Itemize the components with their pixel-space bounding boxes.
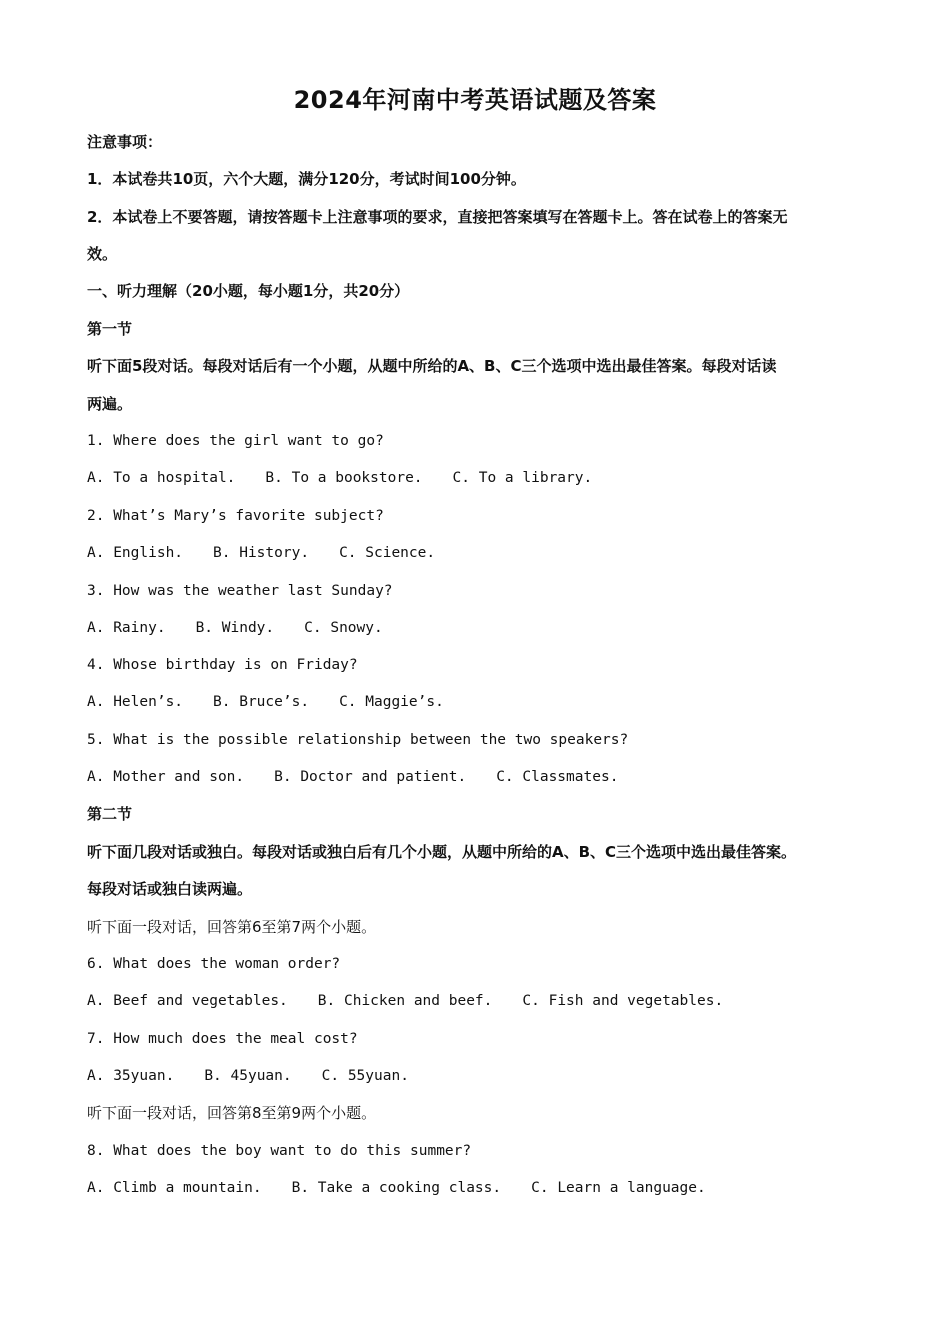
option-b: B. Doctor and patient. [274, 769, 467, 785]
option-a: A. Mother and son. [87, 769, 245, 785]
question-4-stem: 4. Whose birthday is on Friday? [87, 657, 358, 673]
option-b: B. Bruce’s. [213, 694, 310, 710]
option-c: C. To a library. [452, 470, 593, 486]
question-8-options [87, 1177, 877, 1199]
notice-heading: 注意事项： [87, 133, 163, 151]
option-a: A. Beef and vegetables. [87, 993, 288, 1009]
option-c: C. Snowy. [304, 620, 383, 636]
option-a: A. Rainy. [87, 620, 166, 636]
part-2-instruction-line-2: 每段对话或独白读两遍。 [87, 880, 253, 898]
option-b: B. 45yuan. [204, 1068, 292, 1084]
question-5-options [87, 766, 877, 788]
notice-item-2-line-1: 2．本试卷上不要答题，请按答题卡上注意事项的要求，直接把答案填写在答题卡上。答在试卷上的答案无 [87, 208, 788, 226]
option-b: B. Chicken and beef. [317, 993, 493, 1009]
section-1-heading: 一、听力理解（20小题，每小题1分，共20分） [87, 282, 410, 300]
question-1-options [87, 467, 877, 489]
part-2-instruction-line-1: 听下面几段对话或独白。每段对话或独白后有几个小题，从题中所给的A、B、C三个选项中选出最佳答案。 [87, 843, 797, 861]
option-b: B. Take a cooking class. [291, 1180, 502, 1196]
option-a: A. 35yuan. [87, 1068, 175, 1084]
question-4-options [87, 691, 877, 713]
question-3-stem: 3. How was the weather last Sunday? [87, 583, 393, 599]
lead-in-questions-6-7: 听下面一段对话，回答第6至第7两个小题。 [87, 918, 377, 936]
question-8-stem: 8. What does the boy want to do this summer? [87, 1143, 472, 1159]
page-title: 2024年河南中考英语试题及答案 [293, 86, 657, 114]
option-a: A. Climb a mountain. [87, 1180, 262, 1196]
option-a: A. Helen’s. [87, 694, 184, 710]
question-5-stem: 5. What is the possible relationship between the two speakers? [87, 732, 629, 748]
option-c: C. Maggie’s. [339, 694, 444, 710]
part-1-instruction-line-2: 两遍。 [87, 395, 133, 413]
option-b: B. Windy. [195, 620, 275, 636]
option-c: C. Classmates. [496, 769, 619, 785]
question-1-stem: 1. Where does the girl want to go? [87, 433, 384, 449]
option-a: A. To a hospital. [87, 470, 236, 486]
question-6-options [87, 990, 877, 1012]
question-6-stem: 6. What does the woman order? [87, 956, 341, 972]
notice-item-1: 1．本试卷共10页，六个大题，满分120分，考试时间100分钟。 [87, 170, 526, 188]
option-b: B. History. [213, 545, 310, 561]
option-c: C. Fish and vegetables. [522, 993, 724, 1009]
option-b: B. To a bookstore. [265, 470, 423, 486]
question-2-stem: 2. What’s Mary’s favorite subject? [87, 508, 384, 524]
question-7-stem: 7. How much does the meal cost? [87, 1031, 358, 1047]
part-2-heading: 第二节 [87, 805, 133, 823]
part-1-heading: 第一节 [87, 320, 133, 338]
part-1-instruction-line-1: 听下面5段对话。每段对话后有一个小题，从题中所给的A、B、C三个选项中选出最佳答案。每段对话读 [87, 357, 777, 375]
option-a: A. English. [87, 545, 184, 561]
notice-item-2-line-2: 效。 [87, 245, 118, 263]
question-2-options [87, 542, 877, 564]
question-3-options [87, 617, 877, 639]
question-7-options [87, 1065, 877, 1087]
option-c: C. Science. [339, 545, 436, 561]
lead-in-questions-8-9: 听下面一段对话，回答第8至第9两个小题。 [87, 1104, 377, 1122]
option-c: C. 55yuan. [321, 1068, 409, 1084]
option-c: C. Learn a language. [531, 1180, 706, 1196]
